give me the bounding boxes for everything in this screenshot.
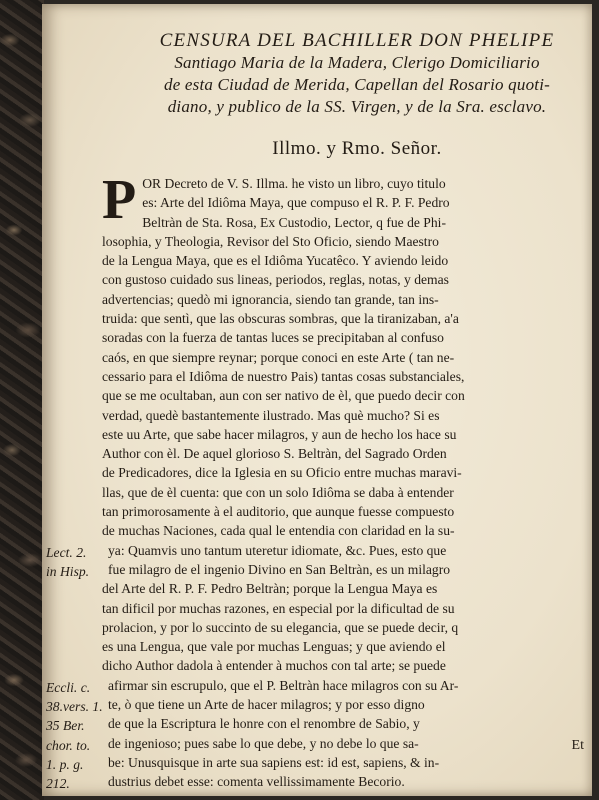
text-line: con gustoso cuidado sus lineas, periodos, reglas, notas, y demas — [102, 272, 449, 288]
margin-note: in Hisp. — [46, 564, 90, 579]
text-line: de muchas Naciones, cada qual le entendia con claridad en la su- — [102, 523, 455, 539]
margin-note: 38.vers. 1. — [46, 699, 103, 715]
margin-note: 35 Ber. — [46, 718, 85, 734]
text-line: caós, en que siempre reynar; porque conoci en este Arte ( tan ne- — [102, 349, 455, 365]
text-line: advertencias; quedò mi ignorancia, siendo tan grande, tan ins- — [102, 291, 439, 307]
margin-note: Lect. 2. — [46, 544, 87, 560]
salutation: Illmo. y Rmo. Señor. — [272, 138, 442, 159]
text-line: truida: que sentì, que las obscuras sombras, que la tiranizaban, a'a — [102, 311, 459, 327]
heading-line-1: CENSURA DEL BACHILLER DON PHELIPE — [159, 30, 555, 51]
text-line: OR Decreto de V. S. Illma. he visto un libro, cuyo titulo — [142, 176, 446, 191]
text-line: que se me ocultaban, aun con ser nativo de èl, que puedo decir con — [102, 388, 465, 404]
text-line: llas, que de èl cuenta: que con un solo Idiôma se daba à entender — [102, 484, 454, 500]
text-line: be: Unusquisque in arte sua sapiens est: id est, sapiens, & in- — [108, 754, 440, 770]
body-text — [102, 169, 599, 792]
heading-line-4: diano, y publico de la SS. Virgen, y de la Sra. esclavo. — [167, 97, 547, 116]
heading-line-2: Santiago Maria de la Madera, Clerigo Domiciliario — [174, 53, 540, 72]
text-line: verdad, quedè bastantemente ilustrado. Mas què mucho? Si es — [102, 407, 440, 423]
text-line: de la Lengua Maya, que es el Idiôma Yucatêco. Y aviendo leido — [102, 253, 449, 269]
book-page — [42, 4, 592, 796]
text-line: Beltràn de Sta. Rosa, Ex Custodio, Lector, q fue de Phi- — [142, 214, 446, 230]
heading-line-3: de esta Ciudad de Merida, Capellan del Rosario quoti- — [164, 75, 550, 94]
text-line: este uu Arte, que sabe hacer milagros, y aun de hecho los hace su — [102, 426, 457, 442]
margin-note: Eccli. c. — [46, 679, 91, 695]
text-line: cessario para el Idiôma de nuestro Pais) tantas cosas substanciales, — [102, 368, 465, 384]
text-line: afirmar sin escrupulo, que el P. Beltràn hace milagros con su Ar- — [108, 677, 459, 693]
text-line: dustrius debet esse: comenta vellissimamente Becorio. — [108, 774, 405, 790]
book-cover-edge — [0, 0, 44, 800]
text-line: fue milagro de el ingenio Divino en San Beltràn, es un milagro — [108, 561, 451, 577]
text-line: tan dificil por muchas razones, en especial por la dificultad de su — [102, 600, 455, 616]
page-text — [102, 24, 599, 792]
text-line: ya: Quamvis uno tantum uteretur idiomate, &c. Pues, esto que — [108, 542, 447, 558]
censura-heading — [102, 30, 599, 118]
margin-note: 212. — [46, 776, 70, 792]
text-line: prolacion, y por lo succinto de su elegancia, que se puede decir, q — [102, 619, 459, 635]
text-line: del Arte del R. P. F. Pedro Beltràn; porque la Lengua Maya es — [102, 581, 438, 597]
text-line: es una Lengua, que vale por muchas Lenguas; y que aviendo el — [102, 639, 446, 655]
text-line: soradas con la fuerza de tantas luces se precipitaban al confuso — [102, 330, 444, 346]
drop-cap: P — [102, 169, 137, 231]
text-line: de ingenioso; pues sabe lo que debe, y no debe lo que sa- — [108, 735, 419, 751]
text-line: es: Arte del Idiôma Maya, que compuso el R. P. F. Pedro — [142, 195, 450, 211]
text-line: losophia, y Theologia, Revisor del Sto Oficio, siendo Maestro — [102, 233, 439, 249]
margin-note: chor. to. — [46, 737, 91, 753]
text-line: dicho Author dadola à entender à muchos con tal arte; se puede — [102, 658, 446, 674]
text-line: tan primorosamente à el auditorio, que aunque fuesse compuesto — [102, 504, 455, 520]
margin-note: 1. p. g. — [46, 757, 84, 772]
text-line: de Predicadores, dice la Iglesia en su Oficio entre muchas maravi- — [102, 465, 462, 481]
text-line: Author con èl. De aquel glorioso S. Beltràn, del Sagrado Orden — [102, 446, 447, 462]
text-lines — [102, 169, 599, 792]
text-line: te, ò que tiene un Arte de hacer milagros; y por esso digno — [108, 697, 425, 713]
text-line: de que la Escriptura le honre con el renombre de Sabio, y — [108, 716, 420, 732]
catchword: Et — [571, 738, 584, 753]
